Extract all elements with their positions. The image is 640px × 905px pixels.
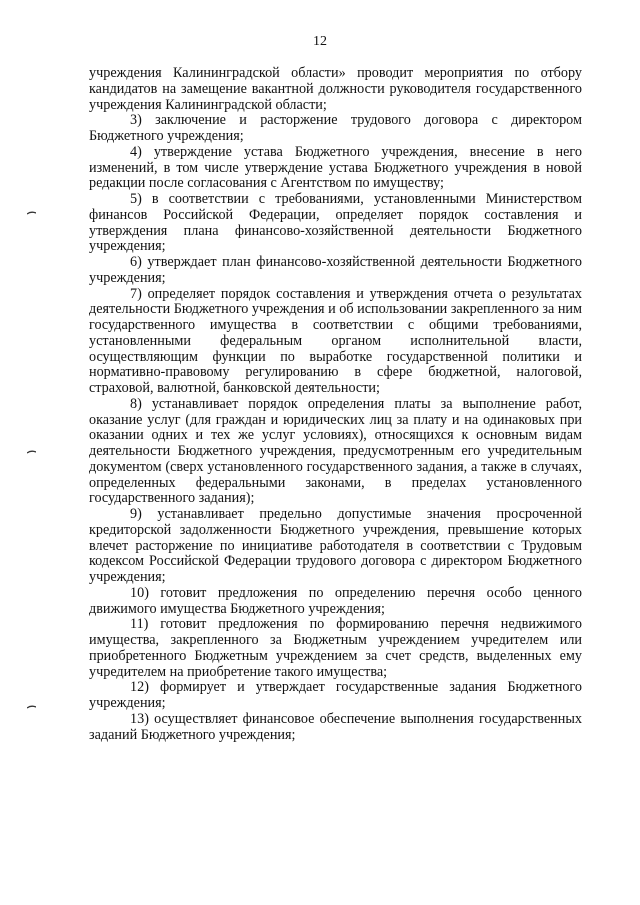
paragraph-item-4: 4) утверждение устава Бюджетного учреждения, внесение в него изменений, в том числе утверждение устава Бюджетного учреждения в новой редакции после согласования с Агентством по имуществу; — [89, 143, 582, 192]
margin-mark — [27, 210, 36, 216]
body-text — [89, 66, 582, 743]
paragraph-item-11: 11) готовит предложения по формированию перечня недвижимого имущества, закрепленного за Бюджетным учреждением учредителем или приобретенного Бюджетным учреждением за счет средств, выделенных ему учредителем на приобретение такого имущества; — [89, 616, 582, 680]
paragraph-item-8: 8) устанавливает порядок определения платы за выполнение работ, оказание услуг (для граждан и юридических лиц за плату и на одинаковых при оказании одних и тех же услуг условиях), относящихся к основным видам деятельности Бюджетного учреждения, предусмотренным его учредительным документом (сверх установленного государственного задания, а также в случаях, определенных федеральными законами, в пределах установленного государственного задания); — [89, 395, 582, 507]
page-number: 12 — [313, 34, 327, 49]
margin-mark — [27, 449, 36, 455]
paragraph-item-12: 12) формирует и утверждает государственные задания Бюджетного учреждения; — [89, 679, 582, 711]
paragraph-item-5: 5) в соответствии с требованиями, установленными Министерством финансов Российской Федерации, определяет порядок составления и утверждения плана финансово-хозяйственной деятельности Бюджетного учреждения; — [89, 191, 582, 255]
paragraph-item-7: 7) определяет порядок составления и утверждения отчета о результатах деятельности Бюджетного учреждения и об использовании закрепленного за ним государственного имущества в соответствии с общими требованиями, установленными федеральным органом исполнительной власти, осуществляющим функции по выработке государственной политики и нормативно-правовому регулированию в сфере бюджетной, налоговой, страховой, валютной, банковской деятельности; — [89, 285, 582, 396]
margin-mark — [27, 704, 36, 710]
paragraph-continuation: учреждения Калининградской области» проводит мероприятия по отбору кандидатов на замещение вакантной должности руководителя государственного учреждения Калининградской области; — [89, 65, 582, 113]
paragraph-item-6: 6) утверждает план финансово-хозяйственной деятельности Бюджетного учреждения; — [89, 254, 582, 286]
paragraph-item-9: 9) устанавливает предельно допустимые значения просроченной кредиторской задолженности Бюджетного учреждения, превышение которых влечет расторжение по инициативе работодателя в соответствии с Трудовым кодексом Российской Федерации трудового договора с директором Бюджетного учреждения; — [89, 506, 582, 585]
paragraph-item-13: 13) осуществляет финансовое обеспечение выполнения государственных заданий Бюджетного учреждения; — [89, 710, 582, 743]
paragraph-item-3: 3) заключение и расторжение трудового договора с директором Бюджетного учреждения; — [89, 112, 582, 144]
paragraph-item-10: 10) готовит предложения по определению перечня особо ценного движимого имущества Бюджетного учреждения; — [89, 584, 582, 617]
